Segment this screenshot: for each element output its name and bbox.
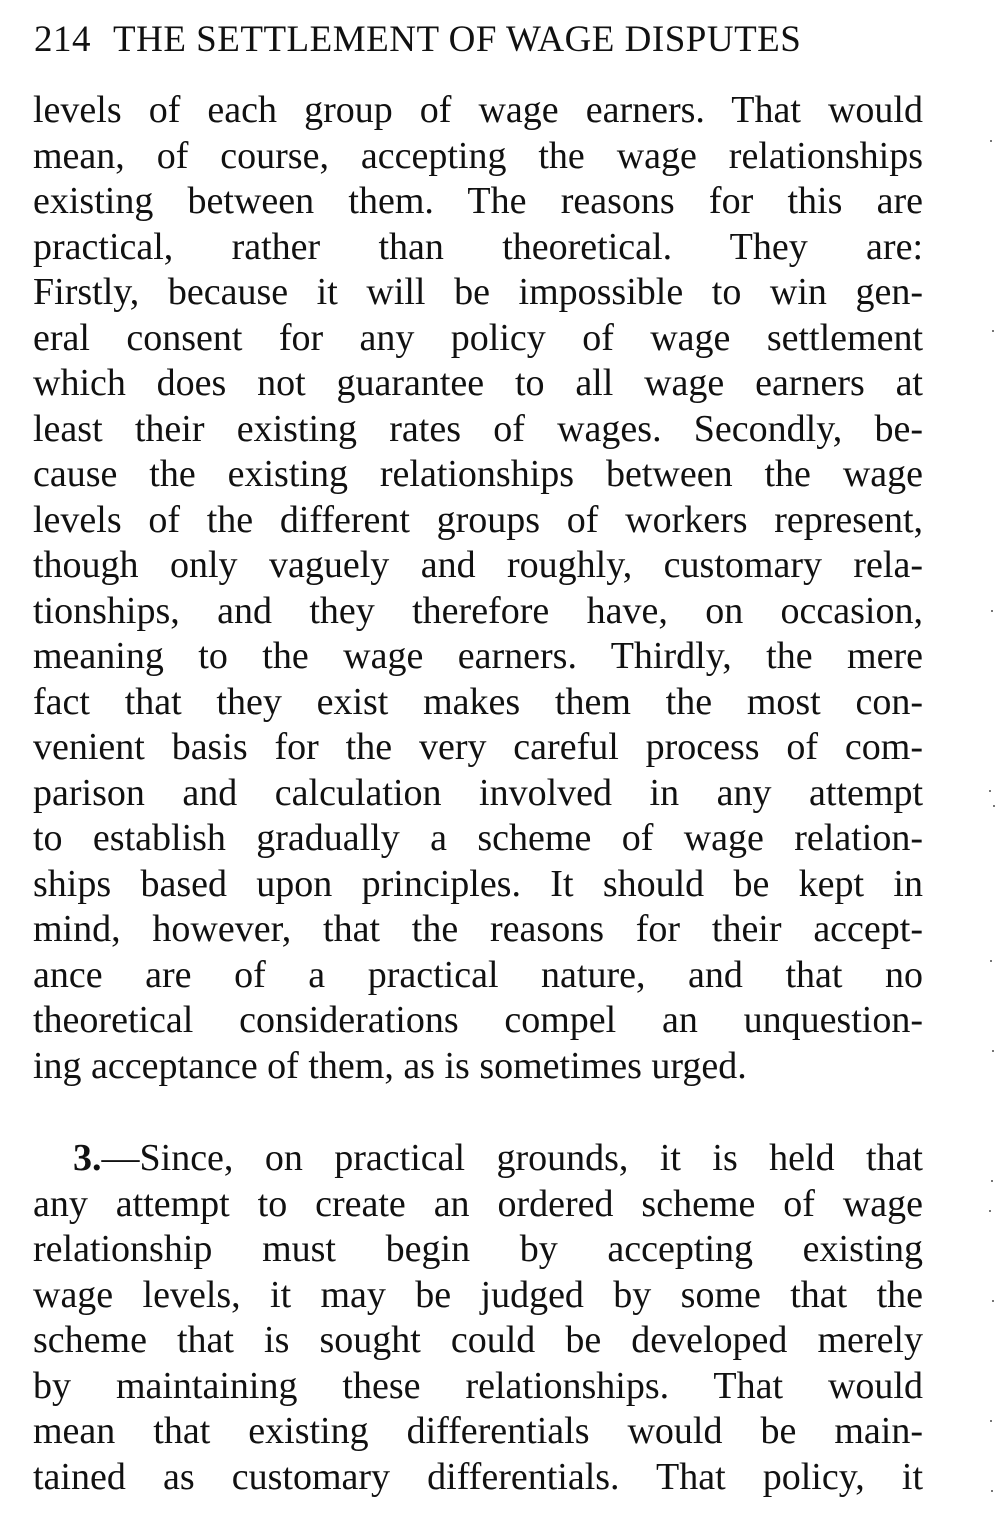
text-line: meaning to the wage earners. Thirdly, the mere: [33, 635, 923, 677]
text-line: least their existing rates of wages. Secondly, be-: [33, 407, 923, 450]
speck: [991, 610, 993, 612]
text-line: Firstly, because it will be impossible to win gen-: [33, 271, 923, 313]
text-line: tionships, and they therefore have, on occasion,: [33, 589, 923, 632]
speck: [989, 790, 991, 792]
page-number: 214: [34, 19, 91, 60]
speck: [990, 960, 992, 962]
speck: [993, 805, 995, 807]
paragraph-2: [33, 1136, 923, 1500]
section-number: 3.: [73, 1137, 102, 1179]
speck: [990, 1420, 992, 1422]
paragraph-gap: [33, 1089, 923, 1136]
text-line: parison and calculation involved in any attempt: [33, 771, 923, 814]
speck: [992, 1050, 994, 1052]
text-line: by maintaining these relationships. That would: [33, 1364, 923, 1407]
speck: [991, 1180, 993, 1182]
text-line: existing between them. The reasons for this are: [33, 180, 923, 222]
text-line: mean, of course, accepting the wage relationships: [33, 134, 923, 177]
text-line: mind, however, that the reasons for their accept-: [33, 908, 923, 950]
text-line: ance are of a practical nature, and that no: [33, 953, 923, 996]
text-line: wage levels, it may be judged by some that the: [33, 1273, 923, 1316]
text-line: ing acceptance of them, as is sometimes urged.: [33, 1044, 747, 1087]
speck: [992, 330, 994, 332]
margin-specks: [986, 0, 1000, 1519]
first-line-text: —Since, on practical grounds, it is held that: [101, 1137, 923, 1179]
paragraph-1: [33, 88, 923, 1089]
running-head: [34, 18, 922, 70]
speck: [992, 1300, 994, 1302]
body-text: [33, 88, 923, 1500]
speck: [991, 1490, 993, 1492]
text-line: theoretical considerations compel an unquestion-: [33, 999, 923, 1041]
text-line: fact that they exist makes them the most con-: [33, 680, 923, 723]
text-line: [33, 1136, 923, 1182]
text-line: which does not guarantee to all wage earners at: [33, 362, 923, 404]
text-line: practical, rather than theoretical. They are:: [33, 225, 923, 268]
text-line: levels of each group of wage earners. That would: [33, 89, 923, 131]
speck: [989, 1210, 991, 1212]
text-line: mean that existing differentials would be main-: [33, 1410, 923, 1452]
text-line: venient basis for the very careful process of com-: [33, 726, 923, 768]
speck: [990, 140, 992, 142]
text-line: ships based upon principles. It should be kept in: [33, 862, 923, 905]
text-line: any attempt to create an ordered scheme of wage: [33, 1182, 923, 1225]
running-title: THE SETTLEMENT OF WAGE DISPUTES: [113, 19, 802, 60]
text-line: tained as customary differentials. That policy, it: [33, 1455, 923, 1498]
text-line: eral consent for any policy of wage settlement: [33, 316, 923, 359]
text-line: to establish gradually a scheme of wage relation-: [33, 817, 923, 859]
text-line: cause the existing relationships between the wage: [33, 453, 923, 495]
text-line: relationship must begin by accepting existing: [33, 1228, 923, 1270]
text-line: scheme that is sought could be developed merely: [33, 1319, 923, 1361]
text-line: levels of the different groups of workers represent,: [33, 498, 923, 541]
text-line: though only vaguely and roughly, customary rela-: [33, 544, 923, 586]
